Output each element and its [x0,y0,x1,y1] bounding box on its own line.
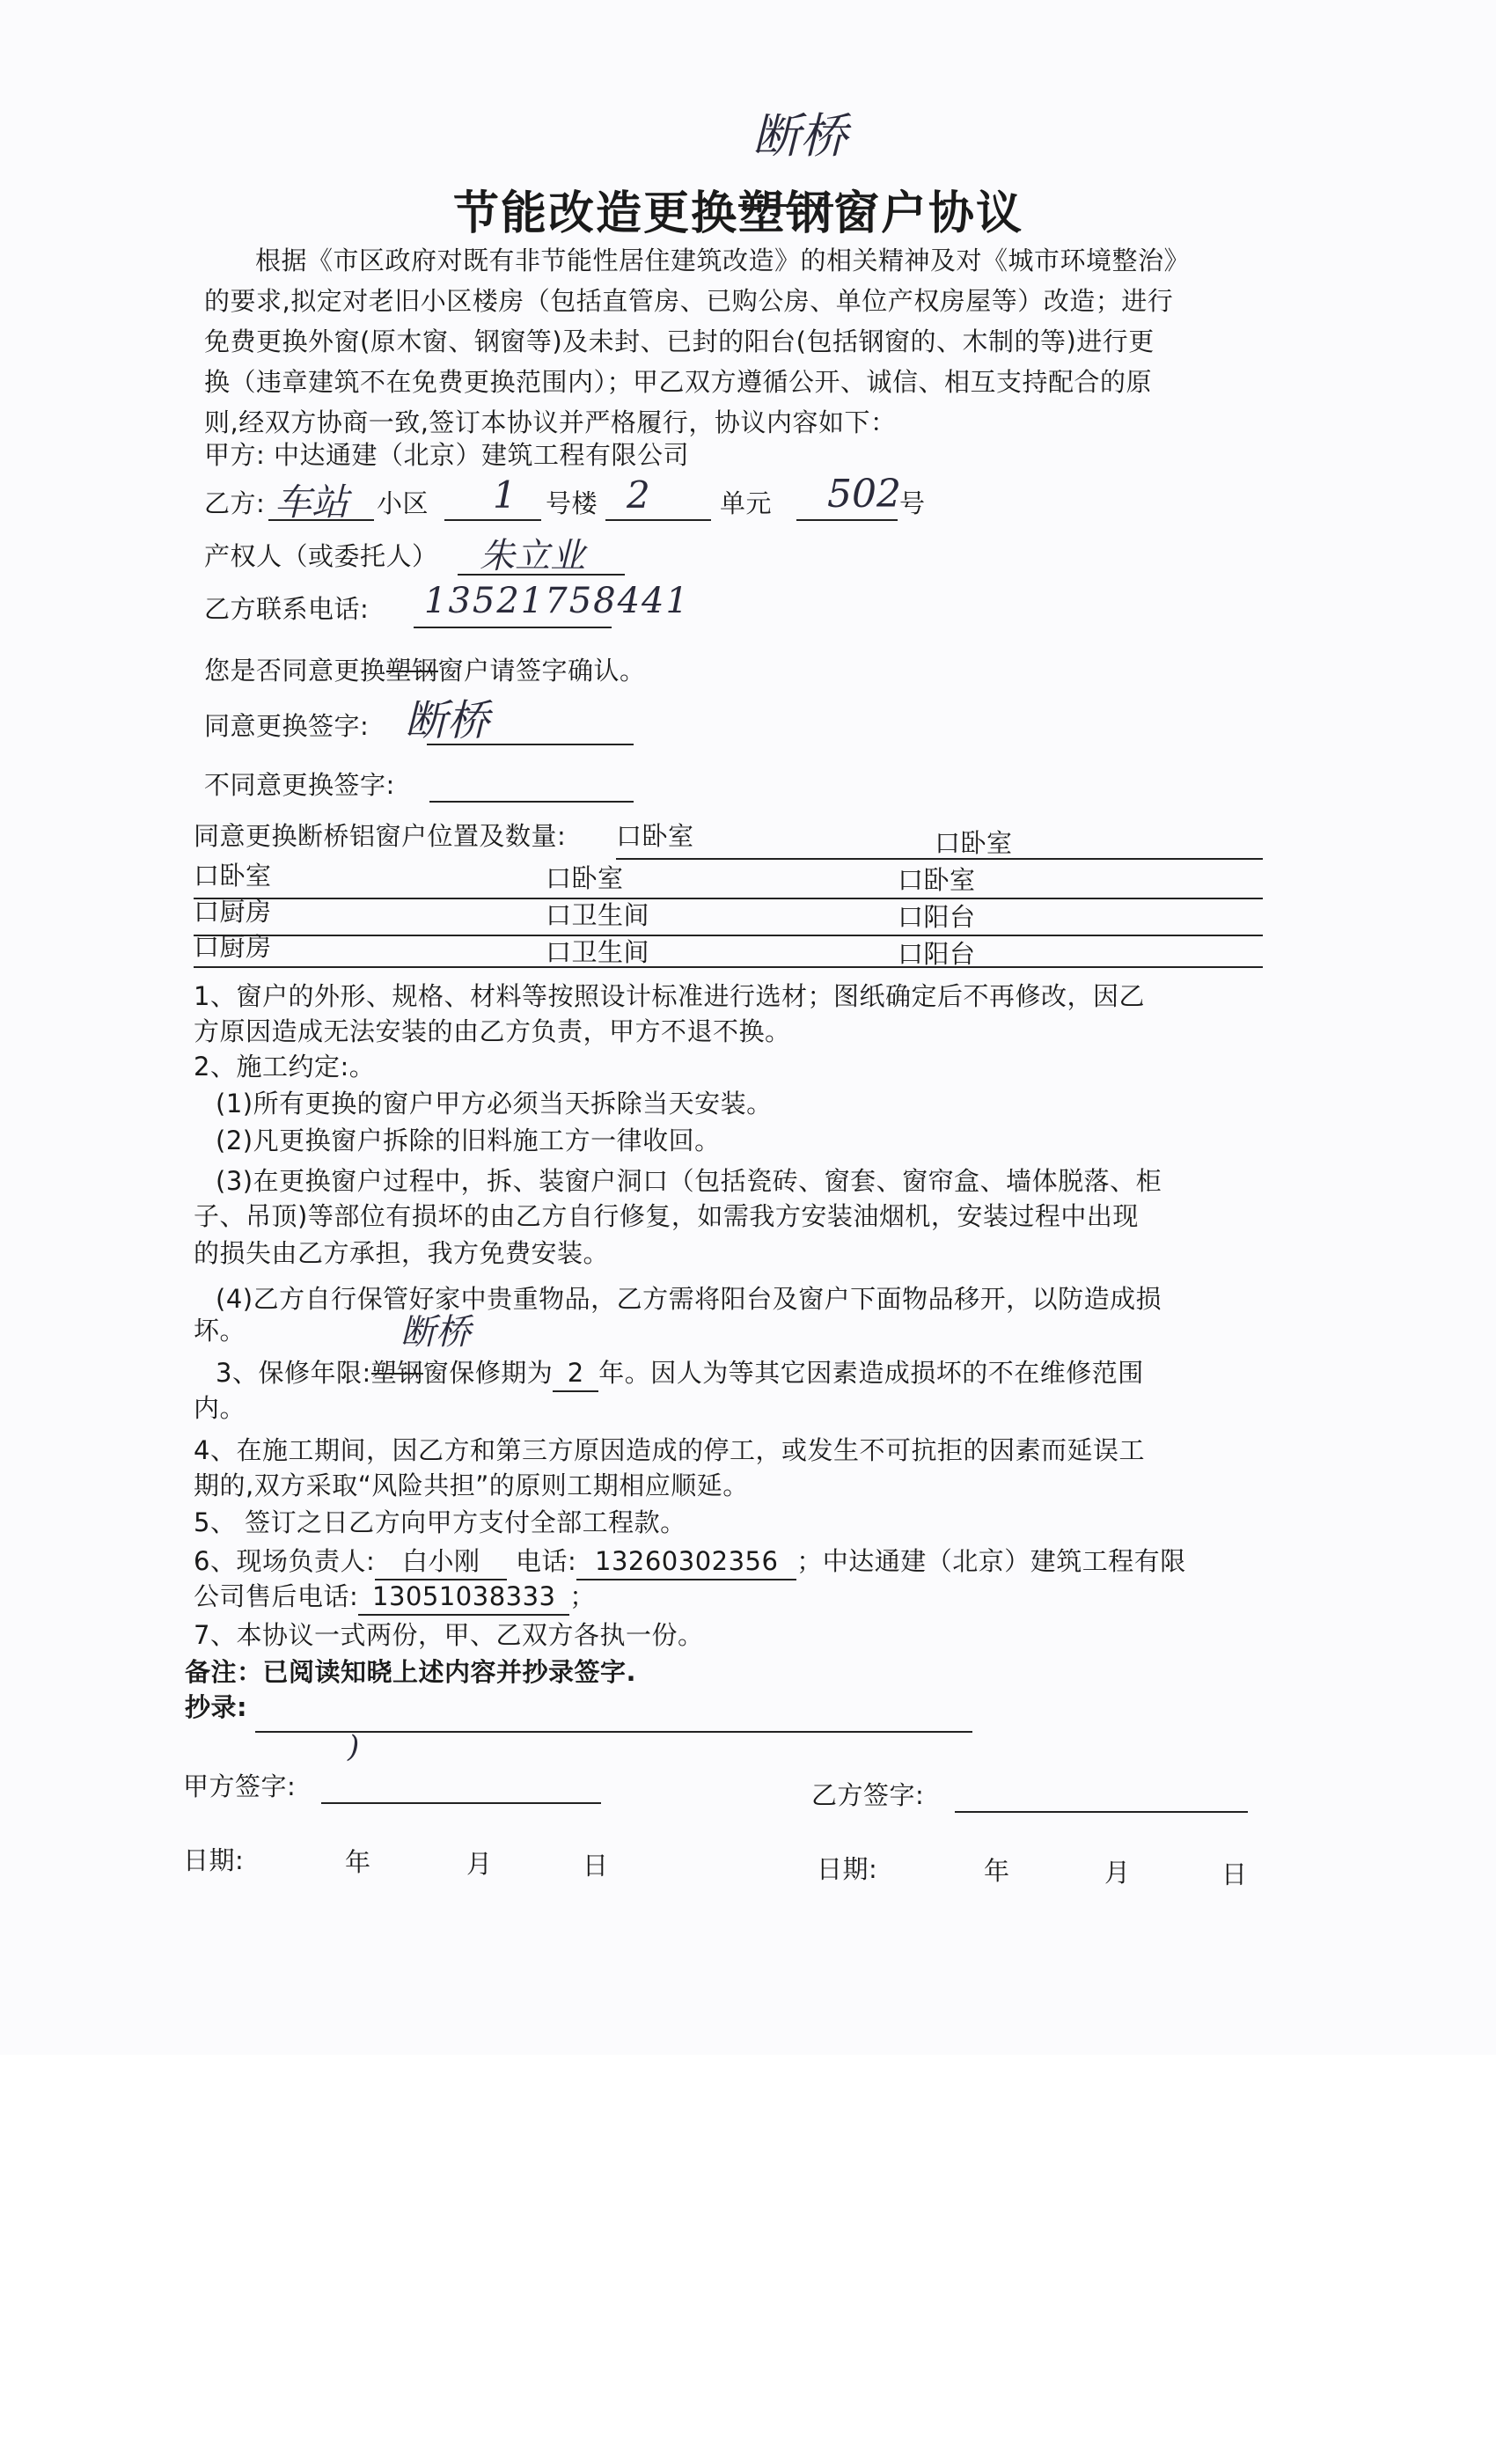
consent-question-suffix: 窗户请签字确认。 [437,656,646,686]
note: 备注：已阅读知晓上述内容并抄录签字. [185,1657,637,1687]
party-a-date-month: 月 [466,1849,493,1879]
title-struck-text: 塑钢 [738,187,834,240]
windows-rule-2 [194,935,1263,936]
party-a-date-year: 年 [345,1847,371,1877]
party-a-row [204,437,689,473]
owner-underline [458,574,625,576]
clause-4-line-1: 4、在施工期间，因乙方和第三方原因造成的停工，或发生不可抗拒的因素而延误工 [194,1435,1145,1465]
clause-2-4-line-2: 坏。 [194,1316,246,1346]
intro-line-2: 的要求,拟定对老旧小区楼房（包括直管房、已购公房、单位产权房屋等）改造；进行 [204,286,1174,316]
party-a-date-day: 日 [583,1851,609,1881]
windows-rule-0 [616,858,1263,860]
clause-1-line-1: 1、窗户的外形、规格、材料等按照设计标准进行选材；图纸确定后不再修改，因乙 [194,981,1145,1011]
clause-3-strike-line [371,1373,423,1375]
clause-2-3-line-2: 子、吊顶)等部位有损坏的由乙方自行修复，如需我方安装油烟机，安装过程中出现 [194,1201,1139,1231]
window-r1-c3: 口卧室 [898,865,976,895]
copy-label: 抄录: [185,1692,248,1722]
window-r3-c2: 口卫生间 [546,937,650,967]
windows-label: 同意更换断桥铝窗户位置及数量: [194,821,567,851]
consent-struck-text: 塑钢 [385,656,438,686]
copy-underline[interactable] [255,1731,972,1733]
party-b-signature-label: 乙方签字: [811,1780,925,1810]
clause-3-years: 2 [553,1355,598,1392]
agree-underline[interactable] [427,744,634,745]
community-suffix: 小区 [377,488,429,518]
window-r3-c3: 口阳台 [898,939,976,969]
phone-value: 13521758441 [424,581,690,621]
clause-2-3-line-1: (3)在更换窗户过程中，拆、装窗户洞口（包括瓷砖、窗套、窗帘盒、墙体脱落、柜 [216,1166,1162,1196]
clause-6-suffix: ；中达通建（北京）建筑工程有限 [796,1546,1186,1576]
clause-3-prefix: 3、保修年限: [216,1358,371,1388]
room-suffix: 号 [899,488,926,518]
party-b-date-day: 日 [1221,1859,1248,1889]
owner-value: 朱立业 [480,536,585,576]
party-b-date-label: 日期: [817,1854,878,1884]
windows-rule-3 [194,966,1263,968]
community-value: 车站 [275,480,349,524]
windows-rule-1 [194,898,1263,899]
party-a-date-label: 日期: [183,1845,245,1875]
party-a-label: 甲方: [204,440,266,470]
title-strike-line [738,204,833,207]
clause-3-struck-text: 塑钢 [370,1358,423,1388]
clause-3-line-2: 内。 [194,1393,246,1423]
consent-question [204,653,646,688]
clause-6-line-2 [194,1579,596,1616]
clause-3-mid: 窗保修期为 [422,1358,554,1388]
consent-strike-line [386,671,438,672]
window-r3-c1: 口厨房 [194,932,272,962]
disagree-underline[interactable] [429,801,634,803]
owner-label: 产权人（或委托人） [204,541,438,571]
phone-label: 乙方联系电话: [204,594,370,624]
clause-6-phone-label: 电话: [515,1546,577,1576]
window-r0-c2: 口卧室 [935,828,1013,858]
title-struck-word [738,176,833,242]
community-underline [268,519,374,521]
party-b-date-month: 月 [1104,1858,1131,1888]
consent-struck-word [386,653,438,688]
agree-signature: 断桥 [405,696,490,745]
party-a-signature-label: 甲方签字: [183,1771,297,1801]
window-r2-c1: 口厨房 [194,897,272,927]
handwritten-annotation-top: 断桥 [752,108,847,164]
agree-label: 同意更换签字: [204,711,370,741]
clause-5: 5、 签订之日乙方向甲方支付全部工程款。 [194,1507,686,1537]
clause-2-2: (2)凡更换窗户拆除的旧料施工方一律收回。 [216,1126,721,1155]
unit-value: 2 [627,473,650,517]
service-phone: 13051038333 [358,1579,569,1616]
site-manager-name: 白小刚 [375,1544,507,1580]
clause-2-1: (1)所有更换的窗户甲方必须当天拆除当天安装。 [216,1089,773,1118]
party-b-signature-line[interactable] [955,1811,1248,1813]
document-title [453,176,1023,242]
intro-line-3: 免费更换外窗(原木窗、钢窗等)及未封、已封的阳台(包括钢窗的、木制的等)进行更 [204,326,1155,356]
title-suffix: 窗户协议 [833,187,1024,240]
room-underline [796,519,898,521]
party-a-name: 中达通建（北京）建筑工程有限公司 [274,440,690,470]
clause-4-line-2: 期的,双方采取“风险共担”的原则工期相应顺延。 [194,1470,749,1500]
party-b-date-year: 年 [984,1856,1010,1886]
party-a-signature-line[interactable] [321,1802,601,1804]
clause-6-service-label: 公司售后电话: [194,1581,359,1611]
party-b-label: 乙方: [204,488,266,518]
clause-3-suffix: 年。因人为等其它因素造成损坏的不在维修范围 [598,1358,1144,1388]
disagree-label: 不同意更换签字: [204,770,395,800]
clause-6-prefix: 6、现场负责人: [194,1546,376,1576]
clause-6-line-1 [194,1544,1186,1580]
intro-line-1: 根据《市区政府对既有非节能性居住建筑改造》的相关精神及对《城市环境整治》 [255,246,1191,275]
unit-underline [605,519,711,521]
clause-7: 7、本协议一式两份，甲、乙双方各执一份。 [194,1620,704,1650]
window-r2-c3: 口阳台 [898,902,976,932]
clause-3-line-1 [216,1355,1144,1392]
clause-2-3-line-3: 的损失由乙方承担，我方免费安装。 [194,1238,610,1268]
small-handwritten-mark: ) [348,1729,360,1764]
clause-3-struck-word [371,1355,423,1390]
clause-2-4-line-1: (4)乙方自行保管好家中贵重物品，乙方需将阳台及窗户下面物品移开，以防造成损 [216,1284,1162,1314]
intro-line-5: 则,经双方协商一致,签订本协议并严格履行，协议内容如下： [204,407,897,437]
clause-3-handwritten-correction: 断桥 [400,1312,471,1353]
window-r2-c2: 口卫生间 [546,900,650,930]
window-r0-c1: 口卧室 [616,821,694,851]
clause-2: 2、施工约定:。 [194,1052,376,1082]
building-suffix: 号楼 [546,488,598,518]
window-r1-c2: 口卧室 [546,863,624,893]
window-r1-c1: 口卧室 [194,861,272,891]
clause-6-service-suffix: ； [569,1581,596,1611]
title-prefix: 节能改造更换 [453,187,739,240]
phone-underline [414,627,612,628]
site-manager-phone: 13260302356 [576,1544,796,1580]
intro-line-4: 换（违章建筑不在免费更换范围内）；甲乙双方遵循公开、诚信、相互支持配合的原 [204,367,1153,397]
building-value: 1 [493,473,517,517]
room-value: 502 [827,472,901,517]
building-underline [444,519,541,521]
clause-1-line-2: 方原因造成无法安装的由乙方负责，甲方不退不换。 [194,1016,791,1046]
consent-question-prefix: 您是否同意更换 [204,656,386,686]
unit-suffix: 单元 [720,488,773,518]
